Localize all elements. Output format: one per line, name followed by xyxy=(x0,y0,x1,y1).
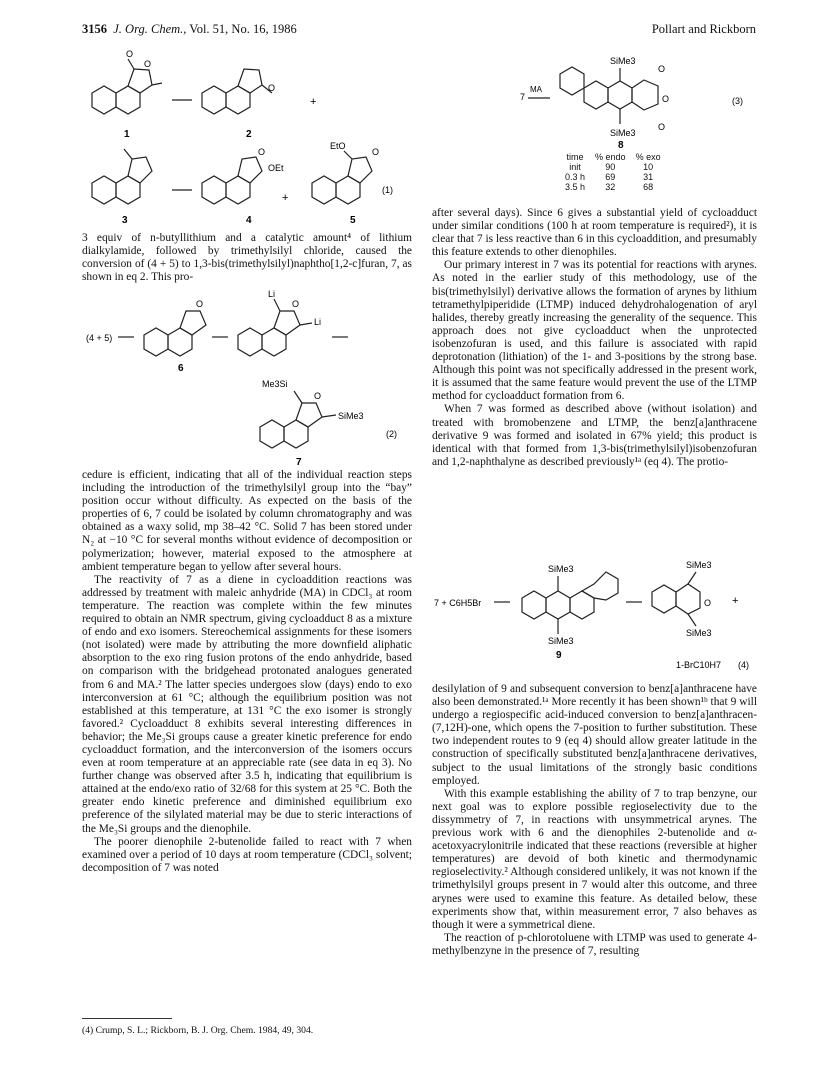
label-o-1b: O xyxy=(144,59,152,69)
compound-label-9: 9 xyxy=(556,650,562,661)
label-sime3-9b: SiMe3 xyxy=(548,636,574,646)
label-sime3-8b: SiMe3 xyxy=(610,128,636,138)
col-header-exo: % exo xyxy=(635,152,661,162)
scheme-eq2 xyxy=(82,287,412,467)
label-sime3-ibfa: SiMe3 xyxy=(686,560,712,570)
label-sime3-8a: SiMe3 xyxy=(610,56,636,66)
eq-number-2: (2) xyxy=(386,429,397,439)
label-o-6: O xyxy=(196,299,204,309)
label-sime3-9a: SiMe3 xyxy=(548,564,574,574)
cell-exo: 31 xyxy=(643,172,654,182)
eq4-reactants: 7 + C6H5Br xyxy=(434,598,482,608)
left-paragraph-1: 3 equiv of n-butyllithium and a catalytic amount⁴ of lithium dialkylamide, followed by trimethylsilyl chloride, caused the conversion of (4 + 5) to 1,3-bis(trimethylsilyl)naphtho[1,2-c]furan, 7, as shown in eq 2. This pro- xyxy=(82,232,412,284)
volume-info: Vol. 51, No. 16, 1986 xyxy=(189,22,297,36)
cell-time: 3.5 h xyxy=(565,182,586,192)
eq-number-3: (3) xyxy=(732,96,743,106)
eq4-coproduct: 1-BrC10H7 xyxy=(676,660,722,670)
label-eto: EtO xyxy=(330,141,346,151)
label-oet: OEt xyxy=(268,163,284,173)
label-o-5: O xyxy=(372,147,380,157)
right-paragraph-3: When 7 was formed as described above (without isolation) and treated with bromobenzene and LTMP, the benz[a]anthracene derivative 9 was formed and isolated in 67% yield; this product is identical with that formed from 1,3-bis(trimethylsilyl)isobenzofuran and 1,2-naphthalyne as described previously¹ᵃ (eq 4). The protio- xyxy=(432,403,757,468)
plus-sign-2: + xyxy=(282,192,289,204)
label-me3si: Me3Si xyxy=(262,379,288,389)
col-header-time: time xyxy=(566,152,584,162)
left-column-top xyxy=(82,232,412,284)
isomer-ratio-table xyxy=(560,152,666,192)
compound-label-4: 4 xyxy=(246,215,252,225)
footnote-rule xyxy=(82,1018,172,1019)
label-4-plus-5: (4 + 5) xyxy=(86,333,113,343)
cell-time: 0.3 h xyxy=(565,172,586,182)
compound-label-8: 8 xyxy=(618,140,624,150)
footnote-4: (4) Crump, S. L.; Rickborn, B. J. Org. Chem. 1984, 49, 304. xyxy=(82,1025,314,1036)
left-paragraph-3: The reactivity of 7 as a diene in cycloaddition reactions was addressed by treatment with maleic anhydride (MA) in CDCl₃ at room temperature. The reaction was complete within the few minutes required to obtain an NMR spectrum, giving cycloadduct 8 as a mixture of endo and exo isomers. Stereochemical assignments for these isomers (not isolated) were made by attributing the more downfield aliphatic absorption to the exo ring fusion protons of the endo anhydride, based on comparison with the bridgehead protonated analogues generated from 6 and MA.² The latter species undergoes slow (days) endo to exo interconversion at 61 °C; although the equilibrium position was not established at this temperature, at 131 °C the exo isomer is strongly favored.² Cycloadduct 8 exhibits several interesting differences in behavior; the Me₃Si groups cause a greater kinetic preference for endo cycloadduct formation, and the interconversion of the isomers occurs even at room temperature at an appreciable rate (see data in eq 3). No further change was observed after 3.5 h, indicating that equilibrium is attained at the endo/exo ratio of 32/68 for this system at 25 °C. Both the greater endo kinetic preference and diminished equilibrium exo preference of the silylated material may be due to steric interactions of the Me₃Si groups and the dienophile. xyxy=(82,573,412,835)
cell-time: init xyxy=(569,162,581,172)
label-li-2: Li xyxy=(314,317,322,327)
cell-endo: 69 xyxy=(605,172,616,182)
right-column-top xyxy=(432,207,757,469)
label-o-1a: O xyxy=(126,49,134,59)
table-row xyxy=(560,172,666,182)
eq3-reactant-7: 7 xyxy=(520,92,526,102)
left-column-main xyxy=(82,469,412,875)
plus-sign-3: + xyxy=(732,595,739,607)
right-paragraph-5: With this example establishing the ability of 7 to trap benzyne, our next goal was to explore possible regioselectivity due to the dissymmetry of 7, in reactions with unsymmetrical arynes. The previous work with 6 and the dienophiles 2-butenolide and α-acetoxyacrylonitrile indicated that these reactions (reversible at higher temperatures) are devoid of both kinetic and thermodynamic regioselectivity.² Although considered unlikely, it was not known if the trimethylsilyl groups present in 7 would alter this outcome, and three arynes were used to examine this feature. As detailed below, these experiments show that, within measurement error, 7 also behaves as though it were a symmetrical diene. xyxy=(432,787,757,931)
label-o-8b: O xyxy=(662,94,670,104)
table-header-row xyxy=(560,152,666,162)
table-row xyxy=(560,182,666,192)
running-header-left xyxy=(82,22,297,37)
compound-label-2: 2 xyxy=(246,129,252,140)
compound-label-5: 5 xyxy=(350,215,356,225)
right-paragraph-1: after several days). Since 6 gives a substantial yield of cycloadduct under similar conditions (100 h at room temperature is required²), it is clear that 7 is less reactive than 6 in this cycloaddition, and presumably this feature extends to other dienophiles. xyxy=(432,207,757,259)
running-header-authors: Pollart and Rickborn xyxy=(651,22,756,36)
scheme-eq4 xyxy=(432,558,762,673)
journal-name: J. Org. Chem., xyxy=(113,22,187,36)
eq-number-4: (4) xyxy=(738,660,749,670)
scheme-eq1 xyxy=(82,45,412,225)
right-paragraph-2: Our primary interest in 7 was its potential for reactions with arynes. As noted in the earlier study of this methodology, use of the bis(trimethylsilyl) derivative allows the formation of arynes by lithium tetramethylpiperidide (LTMP) induced dehydrohalogenation of aryl halides, thereby greatly increasing the generality of the sequence. This approach does not give cycloadduct when the unprotected isobenzofuran is used, and this failure is associated with rapid deprotonation (lithiation) of the 1- and 3-positions by the strong base. Although this point was not specifically addressed in the present work, it is assumed that the same feature would prevent the use of the LTMP method for cycloadduct formation from 6. xyxy=(432,259,757,403)
table-row xyxy=(560,162,666,172)
right-paragraph-6: The reaction of p-chlorotoluene with LTMP was used to generate 4-methylbenzyne in the presence of 7, resulting xyxy=(432,931,757,957)
cell-exo: 68 xyxy=(643,182,654,192)
right-column-bottom xyxy=(432,683,757,958)
compound-label-6: 6 xyxy=(178,363,184,374)
label-sime3-7: SiMe3 xyxy=(338,411,364,421)
eq-number-1: (1) xyxy=(382,185,393,195)
label-o-8a: O xyxy=(658,64,666,74)
label-o-4: O xyxy=(258,147,266,157)
cell-exo: 10 xyxy=(643,162,654,172)
scheme-eq3 xyxy=(432,50,762,150)
left-paragraph-2: cedure is efficient, indicating that all of the individual reaction steps including the introduction of the trimethylsilyl group into the “bay” position occur without difficulty. As expected on the basis of the properties of 6, 7 could be isolated by column chromatography and was obtained as a waxy solid, mp 38–42 °C. Solid 7 has been stored under N₂ at −10 °C for several months without evidence of decomposition or polymerization; however, material exposed to the atmosphere at ambient temperature began to yellow after several hours. xyxy=(82,469,412,573)
plus-sign-1: + xyxy=(310,96,317,108)
label-li-1: Li xyxy=(268,289,276,299)
compound-label-7: 7 xyxy=(296,457,302,467)
reagent-ma: MA xyxy=(530,85,542,94)
left-paragraph-4: The poorer dienophile 2-butenolide failed to react with 7 when examined over a period of 10 days at room temperature (CDCl₃ solvent; decomposition of 7 was noted xyxy=(82,835,412,874)
label-o-li: O xyxy=(292,299,300,309)
page-number: 3156 xyxy=(82,22,107,36)
label-o-8c: O xyxy=(658,122,666,132)
right-paragraph-4: desilylation of 9 and subsequent conversion to benz[a]anthracene have also been demonstrated.¹ᵃ More recently it has been shown¹ᵇ that 9 will undergo a regiospecific acid-induced conversion to benz[a]anthracen-(7,12H)-one, which opens the 7-position to further substitution. These two independent routes to 9 (eq 4) should allow greater latitude in the construction of specifically substituted benz[a]anthracene derivatives, subject to the usual limitations of the strongly basic conditions employed. xyxy=(432,683,757,787)
label-sime3-ibfb: SiMe3 xyxy=(686,628,712,638)
label-o-ibf: O xyxy=(704,598,712,608)
label-o-7: O xyxy=(314,391,322,401)
col-header-endo: % endo xyxy=(595,152,626,162)
compound-label-3: 3 xyxy=(122,215,128,225)
cell-endo: 32 xyxy=(605,182,616,192)
label-o-2: O xyxy=(268,83,276,93)
cell-endo: 90 xyxy=(605,162,616,172)
compound-label-1: 1 xyxy=(124,129,130,140)
